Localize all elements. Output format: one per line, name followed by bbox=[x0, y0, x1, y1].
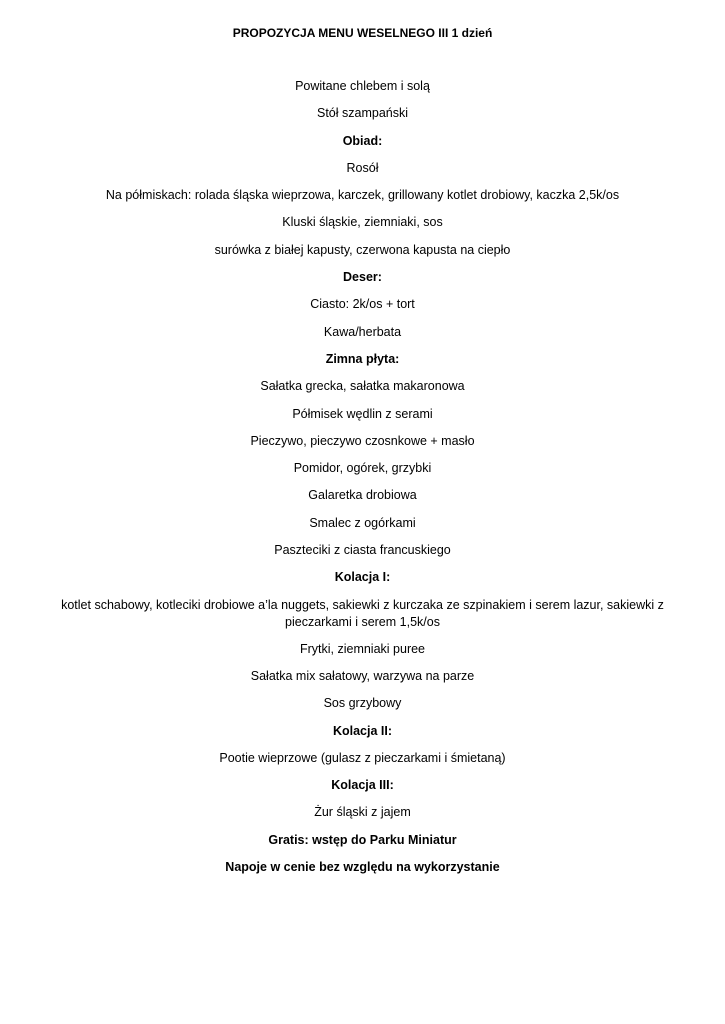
menu-section-heading: Kolacja III: bbox=[331, 778, 394, 793]
menu-line: surówka z białej kapusty, czerwona kapusta na ciepło bbox=[214, 242, 511, 257]
menu-line: Paszteciki z ciasta francuskiego bbox=[274, 543, 451, 558]
menu-line: Kawa/herbata bbox=[323, 324, 402, 339]
menu-section-heading: Gratis: wstęp do Parku Miniatur bbox=[268, 832, 457, 847]
menu-line: Smalec z ogórkami bbox=[309, 515, 416, 530]
menu-line: Sos grzybowy bbox=[323, 696, 402, 711]
menu-section-heading: Kolacja I: bbox=[334, 570, 391, 585]
menu-line: Pomidor, ogórek, grzybki bbox=[293, 461, 432, 476]
menu-section-heading: Obiad: bbox=[342, 133, 383, 148]
menu-line: Frytki, ziemniaki puree bbox=[299, 641, 426, 656]
menu-line: Sałatka grecka, sałatka makaronowa bbox=[260, 379, 465, 394]
menu-line: kotlet schabowy, kotleciki drobiowe a’la nuggets, sakiewki z kurczaka ze szpinakiem i serem lazur, sakiewki z pieczarkami i serem 1,5k/os bbox=[61, 597, 664, 629]
menu-line: Na półmiskach: rolada śląska wieprzowa, karczek, grillowany kotlet drobiowy, kaczka 2,5k/os bbox=[105, 188, 620, 203]
menu-line: Galaretka drobiowa bbox=[308, 488, 417, 503]
menu-line: Powitane chlebem i solą bbox=[295, 79, 430, 93]
menu-line: Półmisek wędlin z serami bbox=[292, 406, 433, 421]
document-title: PROPOZYCJA MENU WESELNEGO III 1 dzień bbox=[232, 26, 493, 40]
menu-line: Żur śląski z jajem bbox=[314, 805, 411, 820]
menu-line: Rosół bbox=[346, 160, 379, 175]
menu-section-heading: Deser: bbox=[343, 270, 382, 285]
menu-line: Pootie wieprzowe (gulasz z pieczarkami i śmietaną) bbox=[219, 750, 506, 765]
menu-section-heading: Napoje w cenie bez względu na wykorzystanie bbox=[225, 860, 500, 875]
menu-line: Ciasto: 2k/os + tort bbox=[310, 297, 415, 312]
menu-line: Pieczywo, pieczywo czosnkowe + masło bbox=[250, 433, 475, 448]
menu-section-heading: Kolacja II: bbox=[332, 723, 393, 738]
menu-line: Kluski śląskie, ziemniaki, sos bbox=[282, 215, 443, 230]
menu-list bbox=[60, 78, 665, 886]
menu-line: Sałatka mix sałatowy, warzywa na parze bbox=[250, 668, 475, 683]
menu-section-heading: Zimna płyta: bbox=[325, 351, 400, 366]
menu-line: Stół szampański bbox=[316, 106, 408, 121]
